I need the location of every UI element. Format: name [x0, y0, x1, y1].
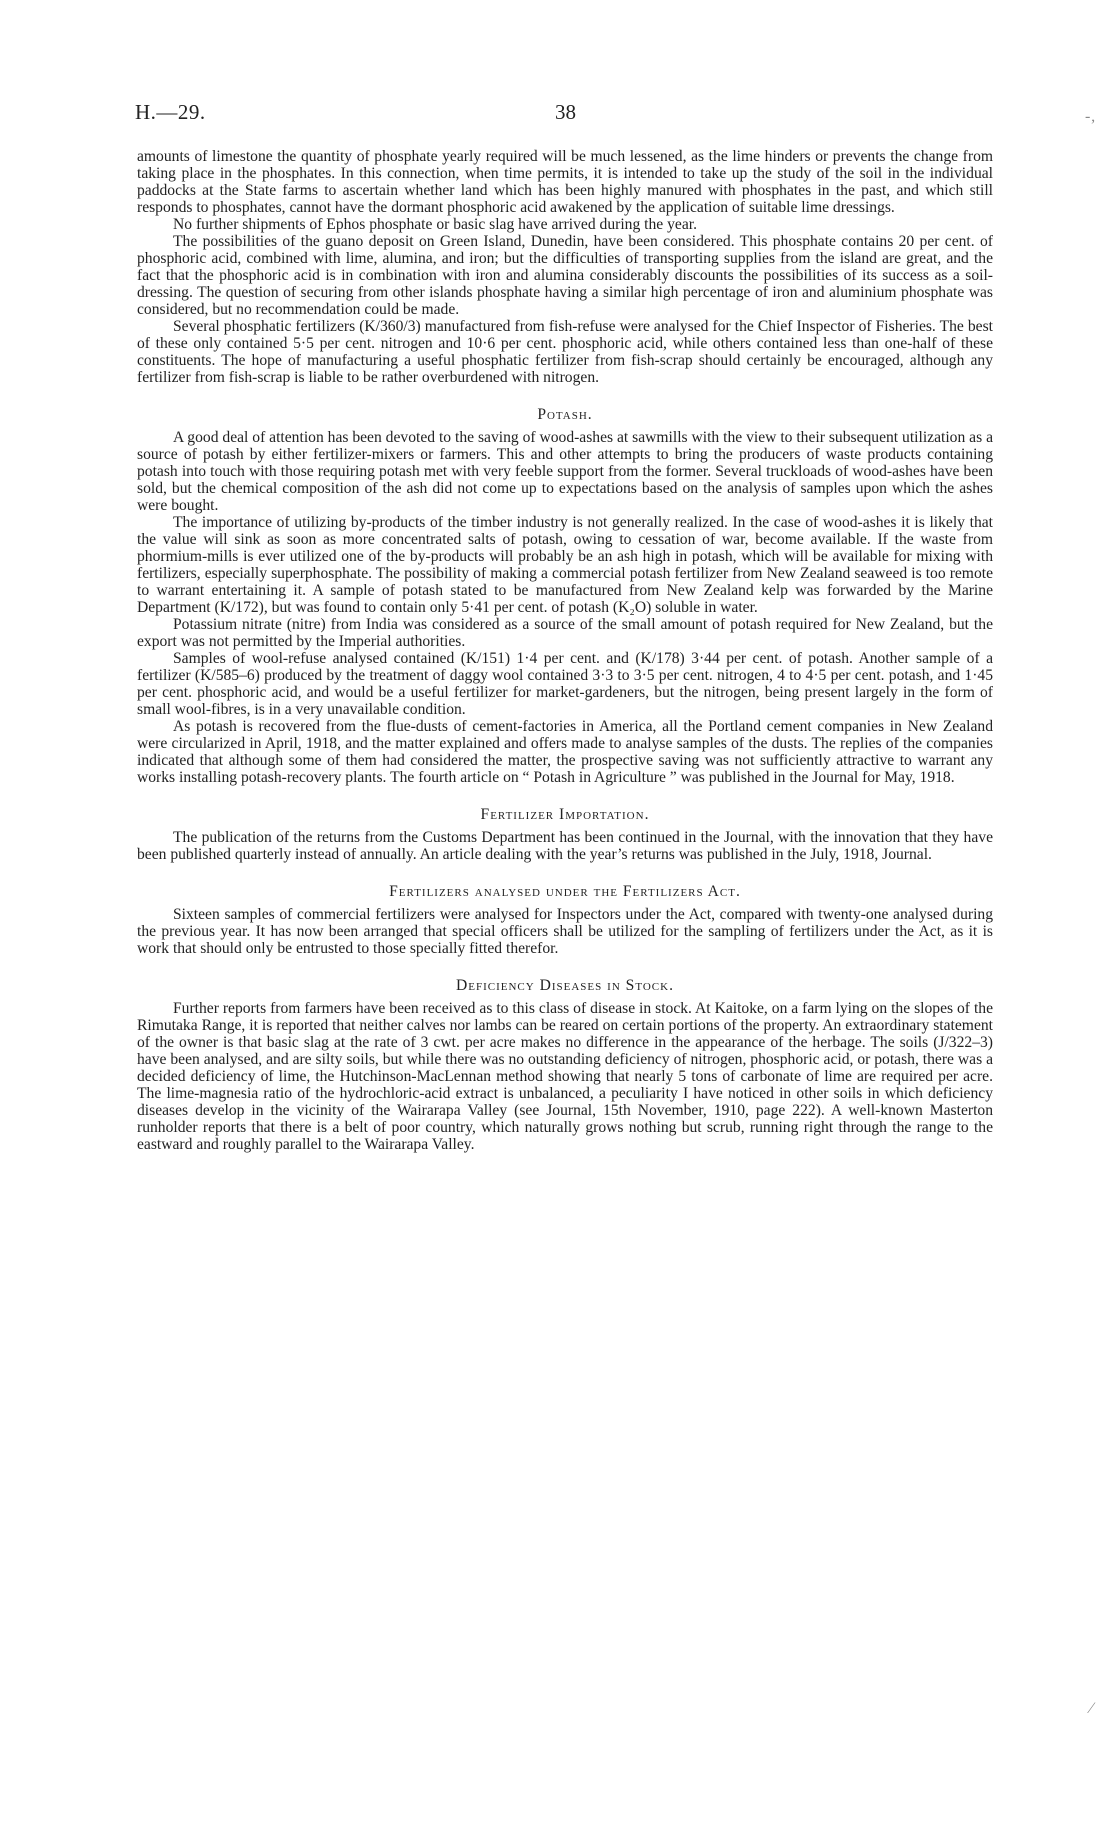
potash-paragraph: As potash is recovered from the flue-dusts of cement-factories in America, all the Portland cement companies in New Zealand were circularized in April, 1918, and the matter explained and offers made to analyse samples of the dusts. The replies of the companies indicated that although some of them had considered the matter, the prospective saving was not sufficiently attractive to warrant any works installing potash-recovery plants. The fourth article on “ Potash in Agriculture ” was published in the Journal for May, 1918. [137, 718, 993, 786]
document-body [137, 148, 993, 1153]
document-reference: H.—29. [135, 100, 206, 124]
potash-paragraph: Potassium nitrate (nitre) from India was considered as a source of the small amount of potash required for New Zealand, but the export was not permitted by the Imperial authorities. [137, 616, 993, 650]
potash-paragraph: A good deal of attention has been devoted to the saving of wood-ashes at sawmills with the view to their subsequent utilization as a source of potash by either fertilizer-mixers or farmers. This and other attempts to bring the producers of waste products containing potash into touch with those requiring potash met with very feeble support from the former. Several truckloads of wood-ashes have been sold, but the chemical composition of the ash did not come up to expectations based on the analysis of samples upon which the ashes were bought. [137, 429, 993, 514]
potash-paragraph: The importance of utilizing by-products of the timber industry is not generally realized. In the case of wood-ashes it is likely that the value will sink as soon as more concentrated salts of potash, owing to cessation of war, become available. If the waste from phormium-mills is ever utilized one of the by-products will probably be an ash high in potash, which will be available for mixing with fertilizers, especially superphosphate. The possibility of making a commercial potash fertilizer from New Zealand seaweed is too remote to warrant entertaining it. A sample of potash stated to be manufactured from New Zealand kelp was forwarded by the Marine Department (K/172), but was found to contain only 5·41 per cent. of potash (K₂O) soluble in water. [137, 514, 993, 616]
intro-paragraph: amounts of limestone the quantity of phosphate yearly required will be much lessened, as the lime hinders or prevents the change from taking place in the phosphates. In this connection, when time permits, it is intended to take up the study of the soil in the individual paddocks at the State farms to ascertain whether land which has been highly manured with phosphates in the past, and which still responds to phosphates, cannot have the dormant phosphoric acid awakened by the application of suitable lime dressings. [137, 148, 993, 216]
deficiency-diseases-paragraph: Further reports from farmers have been received as to this class of disease in stock. At Kaitoke, on a farm lying on the slopes of the Rimutaka Range, it is reported that neither calves nor lambs can be reared on certain portions of the property. An extraordinary statement of the owner is that basic slag at the rate of 3 cwt. per acre makes no difference in the appearance of the herbage. The soils (J/322–3) have been analysed, and are silty soils, but while there was no outstanding deficiency of nitrogen, phosphoric acid, or potash, there was a decided deficiency of lime, the Hutchinson-MacLennan method showing that nearly 5 tons of carbonate of lime are required per acre. The lime-magnesia ratio of the hydrochloric-acid extract is unbalanced, a peculiarity I have noticed in other soils in which deficiency diseases develop in the vicinity of the Wairarapa Valley (see Journal, 15th November, 1910, page 222). A well-known Masterton runholder reports that there is a belt of poor country, which naturally grows nothing but scrub, running right through the range to the eastward and roughly parallel to the Wairarapa Valley. [137, 1000, 993, 1153]
intro-paragraph: Several phosphatic fertilizers (K/360/3) manufactured from fish-refuse were analysed for the Chief Inspector of Fisheries. The best of these only contained 5·5 per cent. nitrogen and 10·6 per cent. phosphoric acid, while others contained less than one-half of these constituents. The hope of manufacturing a useful phosphatic fertilizer from fish-scrap should certainly be encouraged, although any fertilizer from fish-scrap is liable to be rather overburdened with nitrogen. [137, 318, 993, 386]
section-heading-fertilizers-act: Fertilizers analysed under the Fertilizers Act. [389, 883, 741, 900]
page-number: 38 [555, 100, 576, 124]
intro-paragraph: No further shipments of Ephos phosphate or basic slag have arrived during the year. [173, 216, 697, 233]
margin-scan-mark: ‑‚ [1085, 108, 1096, 125]
potash-paragraph: Samples of wool-refuse analysed contained (K/151) 1·4 per cent. and (K/178) 3·44 per cent. of potash. Another sample of a fertilizer (K/585–6) produced by the treatment of daggy wool contained 3·3 to 3·5 per cent. nitrogen, 4 to 4·5 per cent. potash, and 1·45 per cent. phosphoric acid, and would be a useful fertilizer for market-gardeners, but the nitrogen, being present largely in the form of small wool-fibres, is in a very unavailable condition. [137, 650, 993, 718]
importation-paragraph: The publication of the returns from the Customs Department has been continued in the Journal, with the innovation that they have been published quarterly instead of annually. An article dealing with the year’s returns was published in the July, 1918, Journal. [137, 829, 993, 863]
section-heading-deficiency-diseases: Deficiency Diseases in Stock. [456, 977, 674, 994]
intro-paragraph: The possibilities of the guano deposit on Green Island, Dunedin, have been considered. This phosphate contains 20 per cent. of phosphoric acid, combined with lime, alumina, and iron; but the difficulties of transporting supplies from the island are great, and the fact that the phosphoric acid is in combination with iron and alumina considerably discounts the possibilities of its success as a soil-dressing. The question of securing from other islands phosphate having a similar high percentage of iron and aluminium phosphate was considered, but no recommendation could be made. [137, 233, 993, 318]
fertilizers-act-paragraph: Sixteen samples of commercial fertilizers were analysed for Inspectors under the Act, compared with twenty-one analysed during the previous year. It has now been arranged that special officers shall be utilized for the sampling of fertilizers under the Act, as it is work that should only be entrusted to those specially fitted therefor. [137, 906, 993, 957]
section-heading-fertilizer-importation: Fertilizer Importation. [480, 806, 650, 823]
section-heading-potash: Potash. [537, 406, 593, 423]
page-header [135, 100, 995, 130]
margin-scan-mark: ⁄ [1090, 1700, 1093, 1717]
